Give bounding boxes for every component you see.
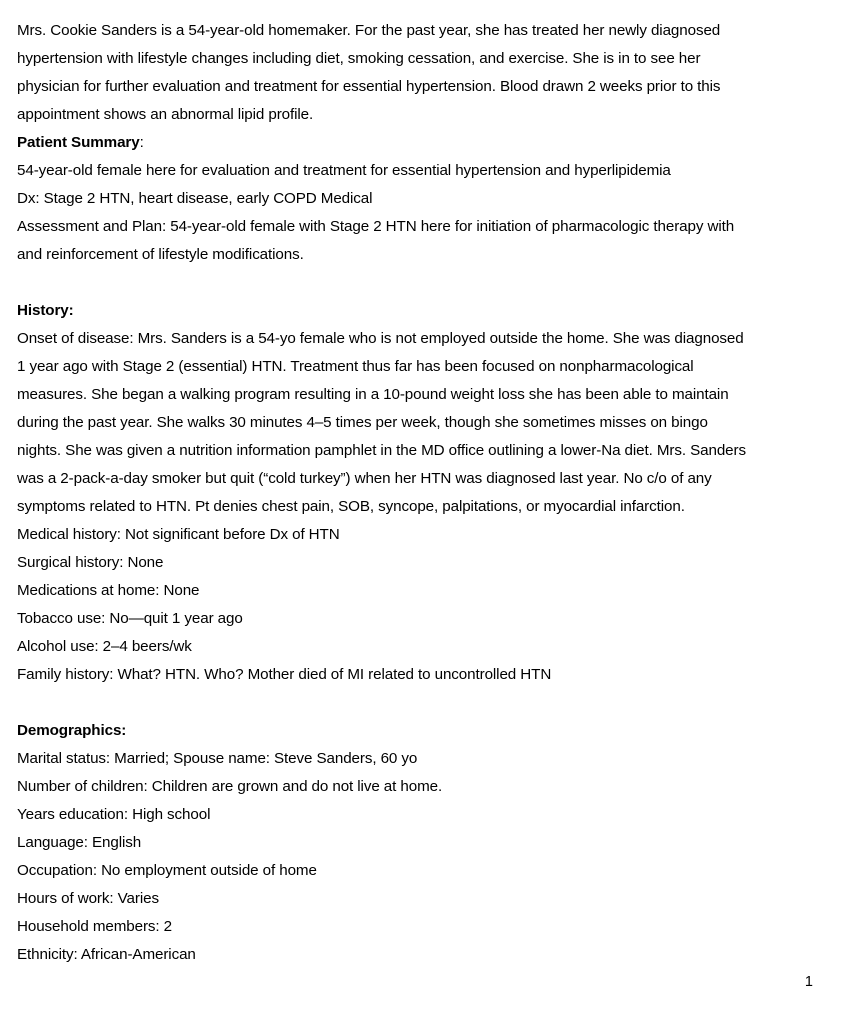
intro-line: hypertension with lifestyle changes including diet, smoking cessation, and exercise. She is in to see her	[17, 50, 701, 67]
intro-line: physician for further evaluation and treatment for essential hypertension. Blood drawn 2 weeks prior to this	[17, 78, 721, 95]
history-line: during the past year. She walks 30 minutes 4–5 times per week, though she sometimes misses on bingo	[17, 414, 708, 431]
family-history-line: Family history: What? HTN. Who? Mother died of MI related to uncontrolled HTN	[17, 666, 552, 683]
section-spacer	[17, 269, 827, 297]
marital-status-line: Marital status: Married; Spouse name: Steve Sanders, 60 yo	[17, 750, 418, 767]
patient-summary-line: and reinforcement of lifestyle modifications.	[17, 246, 304, 263]
tobacco-use-line: Tobacco use: No—quit 1 year ago	[17, 610, 243, 627]
education-line: Years education: High school	[17, 806, 211, 823]
history-section	[17, 297, 827, 689]
history-line: Onset of disease: Mrs. Sanders is a 54-yo female who is not employed outside the home. She was diagnosed	[17, 330, 744, 347]
children-line: Number of children: Children are grown and do not live at home.	[17, 778, 443, 795]
household-members-line: Household members: 2	[17, 918, 173, 935]
page-number: 1	[804, 974, 813, 990]
section-spacer	[17, 689, 827, 717]
medications-line: Medications at home: None	[17, 582, 200, 599]
intro-line: appointment shows an abnormal lipid profile.	[17, 106, 314, 123]
hours-of-work-line: Hours of work: Varies	[17, 890, 159, 907]
patient-summary-line: Assessment and Plan: 54-year-old female with Stage 2 HTN here for initiation of pharmacologic therapy with	[17, 218, 735, 235]
patient-summary-line: 54-year-old female here for evaluation and treatment for essential hypertension and hyperlipidemia	[17, 162, 671, 179]
history-line: nights. She was given a nutrition information pamphlet in the MD office outlining a lower-Na diet. Mrs. Sanders	[17, 442, 746, 459]
intro-paragraph	[17, 17, 827, 129]
ethnicity-line: Ethnicity: African-American	[17, 946, 196, 963]
patient-summary-colon: :	[139, 134, 144, 151]
history-line: measures. She began a walking program resulting in a 10-pound weight loss she has been able to maintain	[17, 386, 729, 403]
patient-summary-section	[17, 129, 827, 269]
medical-history-line: Medical history: Not significant before Dx of HTN	[17, 526, 340, 543]
history-line: 1 year ago with Stage 2 (essential) HTN. Treatment thus far has been focused on nonpharmacological	[17, 358, 694, 375]
intro-line: Mrs. Cookie Sanders is a 54-year-old homemaker. For the past year, she has treated her newly diagnosed	[17, 22, 721, 39]
patient-summary-heading-line	[17, 129, 827, 157]
document-body	[17, 17, 827, 969]
history-heading: History:	[17, 302, 74, 319]
history-line: was a 2-pack-a-day smoker but quit (“cold turkey”) when her HTN was diagnosed last year. No c/o of any	[17, 470, 712, 487]
language-line: Language: English	[17, 834, 142, 851]
patient-summary-line: Dx: Stage 2 HTN, heart disease, early COPD Medical	[17, 190, 373, 207]
demographics-heading: Demographics:	[17, 722, 127, 739]
history-line: symptoms related to HTN. Pt denies chest pain, SOB, syncope, palpitations, or myocardial infarction.	[17, 498, 685, 515]
demographics-section	[17, 717, 827, 969]
surgical-history-line: Surgical history: None	[17, 554, 164, 571]
occupation-line: Occupation: No employment outside of home	[17, 862, 317, 879]
patient-summary-heading: Patient Summary	[17, 134, 140, 151]
alcohol-use-line: Alcohol use: 2–4 beers/wk	[17, 638, 192, 655]
